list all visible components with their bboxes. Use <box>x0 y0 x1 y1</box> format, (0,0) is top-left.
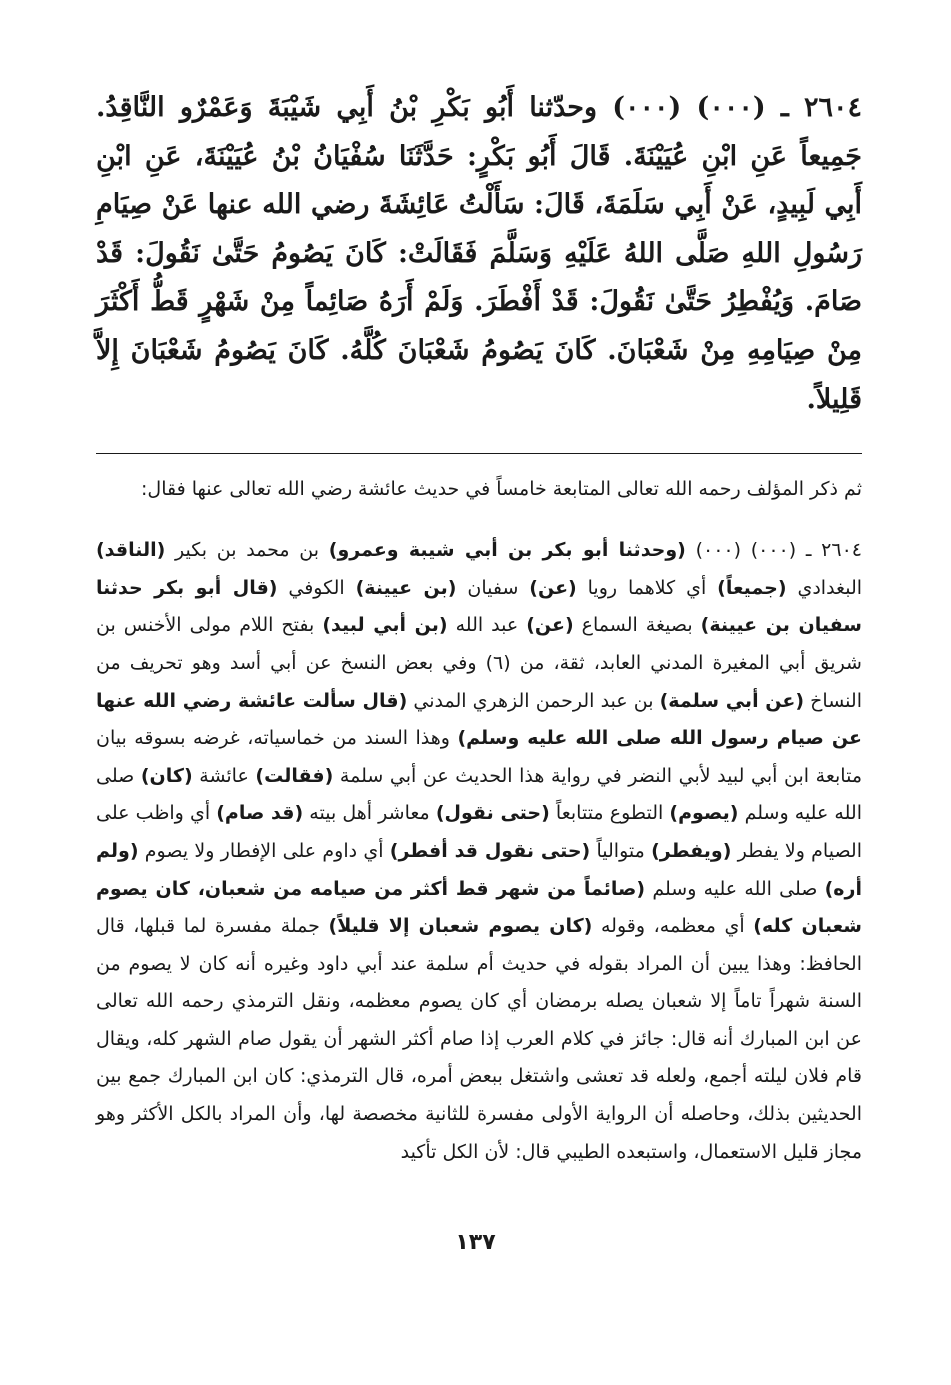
commentary-quote: (بن عيينة) <box>355 576 457 599</box>
commentary-quote: (كان) <box>140 764 193 787</box>
commentary-quote: (عن) <box>526 614 574 637</box>
separator-rule <box>96 453 862 454</box>
commentary-quote: (ويفطر) <box>651 839 732 862</box>
commentary-intro: ثم ذكر المؤلف رحمه الله تعالى المتابعة خامساً في حديث عائشة رضي الله تعالى عنها فقال: <box>140 478 862 501</box>
commentary-segment: عبد الله <box>447 614 527 637</box>
commentary-segment: عائشة <box>192 764 256 787</box>
commentary-segment: متوالياً <box>590 839 652 862</box>
commentary-segment: أي كلاهما رويا <box>576 576 718 599</box>
commentary-segment: بن عبد الرحمن الزهري المدني <box>407 689 660 712</box>
commentary-quote: (كان يصوم شعبان إلا قليلاً) <box>328 915 593 938</box>
commentary-segment: ٢٦٠٤ ـ (٠٠٠) (٠٠٠) <box>685 539 862 562</box>
commentary-segment: بن محمد بن بكير <box>165 539 329 562</box>
commentary-quote: (حتى نقول) <box>435 802 550 825</box>
commentary-segment: أي داوم على الإفطار ولا يصوم <box>138 839 390 862</box>
commentary-segment: صلى الله عليه وسلم <box>96 764 862 825</box>
commentary-segment: سفيان <box>456 576 530 599</box>
page-number: ١٣٧ <box>455 1230 496 1255</box>
commentary-segment: معاشر أهل بيته <box>303 802 436 825</box>
commentary-segment: أي واظب على الصيام ولا يفطر <box>96 802 863 862</box>
commentary-quote: (عن أبي سلمة) <box>659 689 805 712</box>
commentary-segment: الكوفي <box>277 576 356 599</box>
commentary-segment: جملة مفسرة لما قبلها، قال الحافظ: وهذا يبين أن المراد بقوله في حديث أم سلمة عند أبي داود وغيره أنه كان لا يصوم من السنة شهراً تاماً إلا شعبان يصله برمضان أي كان يصوم معظمه، ونقل الترمذي رحمه الله تعالى عن ابن المبارك أنه قال: جائز في كلام العرب إذا صام أكثر الشهر أن يقول صام الشهر كله، ويقال قام فلان ليلته أجمع، ولعله قد تعشى واشتغل ببعض أمره، قال الترمذي: كان ابن المبارك جمع بين الحديثين بذلك، وحاصله أن الرواية الأولى مفسرة للثانية مخصصة لها، وأن المراد بالكل الأكثر وهو مجاز قليل الاستعمال، واستبعده الطيبي قال: لأن الكل تأكيد <box>96 915 862 1163</box>
commentary-segment: صلى الله عليه وسلم <box>645 877 825 900</box>
commentary-quote: (وحدثنا أبو بكر بن أبي شيبة وعمرو) <box>328 539 686 562</box>
commentary-text <box>96 532 862 1171</box>
commentary-quote: (الناقد) <box>96 539 166 562</box>
commentary-quote: (بن أبي لبيد) <box>322 614 448 637</box>
commentary-segment: أي معظمه، وقوله <box>592 915 754 938</box>
commentary-segment: وهذا السند من خماسياته، غرضه بسوقه بيان متابعة ابن أبي لبيد لأبي النضر في رواية هذا الحديث عن أبي سلمة <box>96 727 862 787</box>
commentary-quote: (قال سألت عائشة رضي الله عنها عن صيام رسول الله صلى الله عليه وسلم) <box>96 689 862 750</box>
commentary-quote: (فقالت) <box>255 764 334 787</box>
commentary-quote: (يصوم) <box>669 802 739 825</box>
commentary-quote: (ولم أره) <box>96 839 862 900</box>
commentary-quote: (صائماً من شهر قط أكثر من صيامه من شعبان، كان يصوم شعبان كله) <box>96 877 862 938</box>
commentary-quote: (قال أبو بكر حدثنا سفيان بن عيينة) <box>96 576 862 637</box>
hadith-text: ٢٦٠٤ ـ (٠٠٠) (٠٠٠) وحدّثنا أَبُو بَكْرِ بْنُ أَبِي شَيْبَةَ وَعَمْرٌو النَّاقِدُ. جَمِيعاً عَنِ ابْنِ عُيَيْنَةَ. قَالَ أَبُو بَكْرٍ: حَدَّثَنَا سُفْيَانُ بْنُ عُيَيْنَةَ، عَنِ ابْنِ أَبِي لَبِيدٍ، عَنْ أَبِي سَلَمَةَ، قَالَ: سَأَلْتُ عَائِشَةَ رضي الله عنها عَنْ صِيَامِ رَسُولِ اللهِ صَلَّى اللهُ عَلَيْهِ وَسَلَّمَ فَقَالَتْ: كَانَ يَصُومُ حَتَّىٰ نَقُولَ: قَدْ صَامَ. وَيُفْطِرُ حَتَّىٰ نَقُولَ: قَدْ أَفْطَرَ. وَلَمْ أَرَهُ صَائِماً مِنْ شَهْرٍ قَطُّ أَكْثَرَ مِنْ صِيَامِهِ مِنْ شَعْبَانَ. كَانَ يَصُومُ شَعْبَانَ كُلَّهُ. كَانَ يَصُومُ شَعْبَانَ إِلاَّ قَلِيلاً. <box>96 92 862 415</box>
commentary-quote: (عن) <box>529 576 577 599</box>
commentary-segment: بفتح اللام مولى الأخنس بن شريق أبي المغيرة المدني العابد، ثقة، من (٦) وفي بعض النسخ عن أبي أسد وهو تحريف من النساخ <box>96 614 862 712</box>
commentary-segment: البغدادي <box>786 576 863 599</box>
commentary-quote: (جميعاً) <box>717 576 787 599</box>
commentary-quote: (حتى نقول قد أفطر) <box>389 839 591 862</box>
commentary-segment: بصيغة السماع <box>573 614 701 637</box>
book-page <box>96 84 862 1344</box>
commentary-segment: التطوع متتابعاً <box>549 802 670 825</box>
commentary-quote: (قد صام) <box>216 802 304 825</box>
